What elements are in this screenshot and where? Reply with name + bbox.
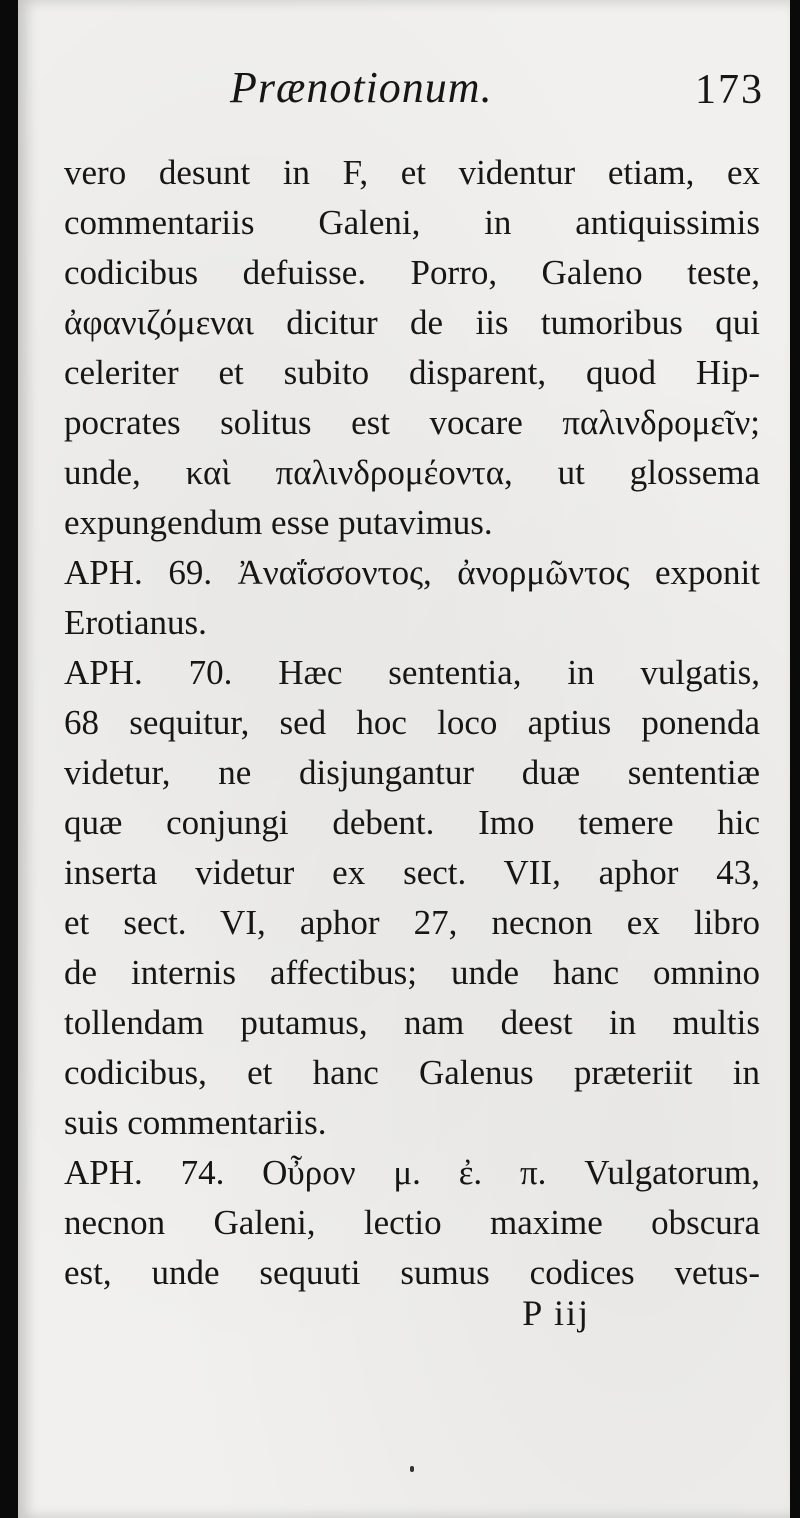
body-line: expungendum esse putavimus. <box>64 503 493 542</box>
body-line: est, unde sequuti sumus codices vetus- <box>64 1253 760 1292</box>
aphorism-70-line: APH. 70. Hæc sententia, in vulgatis, <box>64 653 760 692</box>
body-line: de internis affectibus; unde hanc omnino <box>64 953 760 992</box>
body-line: ἀφανιζόμεναι dicitur de iis tumoribus qui <box>64 303 760 342</box>
body-line: 68 sequitur, sed hoc loco aptius ponenda <box>64 703 760 742</box>
body-line: et sect. VI, aphor 27, necnon ex libro <box>64 903 760 942</box>
body-line: codicibus, et hanc Galenus præteriit in <box>64 1053 760 1092</box>
body-line: codicibus defuisse. Porro, Galeno teste, <box>64 253 760 292</box>
body-line: videtur, ne disjungantur duæ sententiæ <box>64 753 760 792</box>
signature-mark: P iij <box>522 1293 590 1333</box>
ink-speck <box>410 1466 414 1472</box>
page-number: 173 <box>695 67 764 113</box>
body-line: pocrates solitus est vocare παλινδρομεῖν; <box>64 403 760 442</box>
body-line: Erotianus. <box>64 603 207 642</box>
body-line: celeriter et subito disparent, quod Hip- <box>64 353 760 392</box>
body-line: necnon Galeni, lectio maxime obscura <box>64 1203 760 1242</box>
running-head <box>18 62 790 122</box>
page-edge-shadow <box>790 0 800 1518</box>
aphorism-74-line: APH. 74. Οὖρον μ. ἐ. π. Vulgatorum, <box>64 1153 760 1192</box>
body-line: vero desunt in F, et videntur etiam, ex <box>64 153 760 192</box>
body-line: quæ conjungi debent. Imo temere hic <box>64 803 760 842</box>
running-title: Prænotionum. <box>230 63 493 112</box>
body-line: tollendam putamus, nam deest in multis <box>64 1003 760 1042</box>
body-line: commentariis Galeni, in antiquissimis <box>64 203 760 242</box>
body-line: suis commentariis. <box>64 1103 327 1142</box>
aphorism-69-line: APH. 69. Ἀναΐσσοντος, ἀνορμῶντος exponit <box>64 553 760 592</box>
body-line: unde, καὶ παλινδρομέοντα, ut glossema <box>64 453 760 492</box>
book-page <box>18 0 790 1518</box>
body-line: inserta videtur ex sect. VII, aphor 43, <box>64 853 760 892</box>
